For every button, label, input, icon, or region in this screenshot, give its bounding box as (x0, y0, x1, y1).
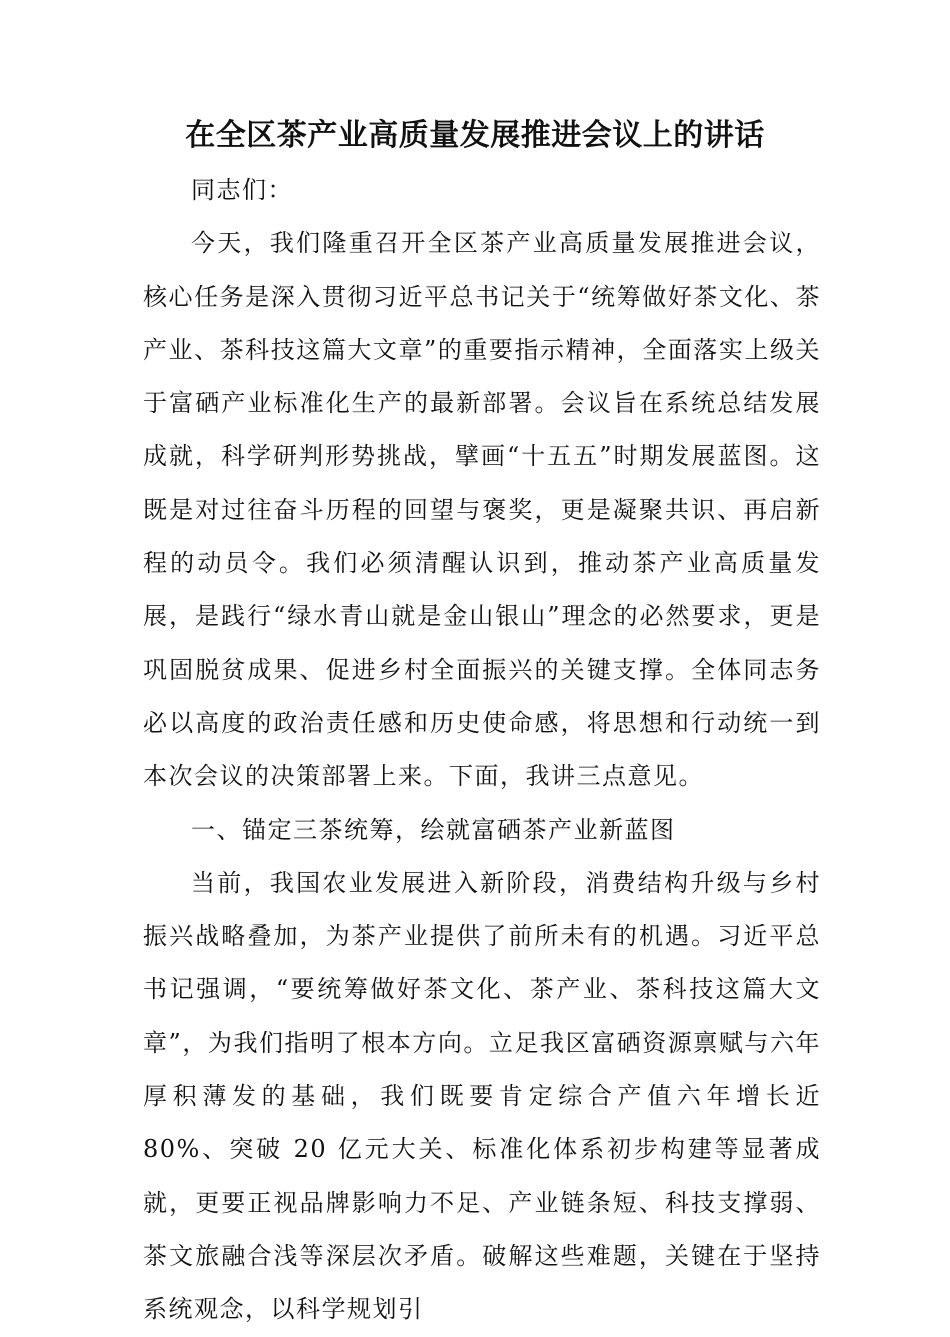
body-paragraph: 今天，我们隆重召开全区茶产业高质量发展推进会议，核心任务是深入贯彻习近平总书记关于“统筹做好茶文化、茶产业、茶科技这篇大文章”的重要指示精神，全面落实上级关于富硒产业标准化生产的最新部署。会议旨在系统总结发展成就，科学研判形势挑战，擘画“十五五”时期发展蓝图。这既是对过往奋斗历程的回望与褒奖，更是凝聚共识、再启新程的动员令。我们必须清醒认识到，推动茶产业高质量发展，是践行“绿水青山就是金山银山”理念的必然要求，更是巩固脱贫成果、促进乡村全面振兴的关键支撑。全体同志务必以高度的政治责任感和历史使命感，将思想和行动统一到本次会议的决策部署上来。下面，我讲三点意见。 (143, 229, 821, 791)
body-paragraph: 当前，我国农业发展进入新阶段，消费结构升级与乡村振兴战略叠加，为茶产业提供了前所未有的机遇。习近平总书记强调，“要统筹做好茶文化、茶产业、茶科技这篇大文章”，为我们指明了根本方向。立足我区富硒资源禀赋与六年厚积薄发的基础，我们既要肯定综合产值六年增长近 80%、突破 20 亿元大关、标准化体系初步构建等显著成就，更要正视品牌影响力不足、产业链条短、科技支撑弱、茶文旅融合浅等深层次矛盾。破解这些难题，关键在于坚持系统观念，以科学规划引 (143, 868, 821, 1324)
salutation: 同志们： (191, 176, 293, 204)
section-heading: 一、锚定三茶统筹，绘就富硒茶产业新蓝图 (191, 815, 676, 844)
document-body (143, 164, 821, 1337)
document-title: 在全区茶产业高质量发展推进会议上的讲话 (185, 118, 765, 153)
